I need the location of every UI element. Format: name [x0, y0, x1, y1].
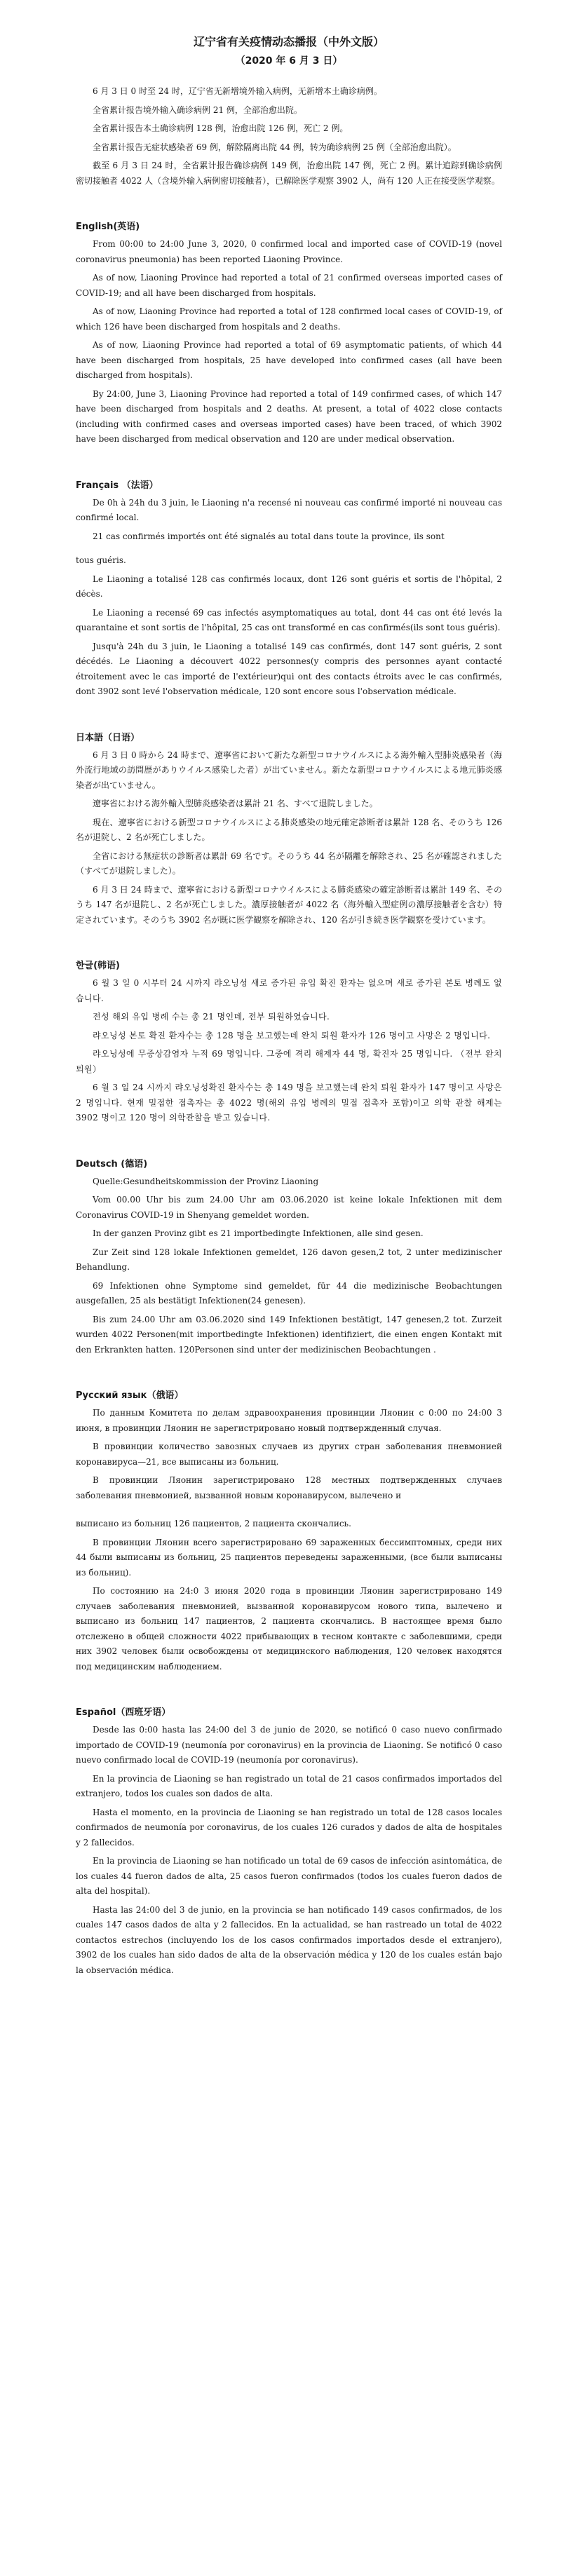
document-title: 辽宁省有关疫情动态播报（中外文版） — [193, 35, 384, 48]
section-heading: English(英语) — [76, 222, 140, 232]
spacer — [76, 548, 502, 553]
paragraph: В провинции Ляонин зарегистрировано 128 местных подтвержденных случаев заболевания пневмонией, вызванной новым коронавирусом, вылечено и — [76, 1475, 502, 1500]
paragraph: 랴오닝성에 무증상감염자 누적 69 명입니다. 그중에 격리 해제자 44 명, 확진자 25 명입니다. （전부 완치퇴원） — [76, 1049, 502, 1074]
section-english — [76, 220, 502, 447]
paragraph: 截至 6 月 3 日 24 时，全省累计报告确诊病例 149 例，治愈出院 147 例，死亡 2 例。累计追踪到确诊病例密切接触者 4022 人（含境外输入病例密切接触者），已解除医学观察 3902 人，尚有 120 人正在接受医学观察。 — [76, 161, 502, 186]
paragraph: In der ganzen Provinz gibt es 21 importbedingte Infektionen, alle sind gesen. — [93, 1228, 424, 1238]
paragraph: Jusqu'à 24h du 3 juin, le Liaoning a totalisé 149 cas confirmés, dont 147 sont guéris, 2 sont décédés. Le Liaoning a découvert 4022 personnes(y compris des personnes ayant contacté étroitement avec le cas importé de l'extérieur)qui ont des contacts étroits avec le cas confirmés, dont 3902 sont levé l'observation médicale, 120 sont encore sous l'observation médicale. — [76, 641, 502, 696]
section-french — [76, 479, 502, 700]
paragraph: De 0h à 24h du 3 juin, le Liaoning n'a recensé ni nouveau cas confirmé importé ni nouveau cas confirmé local. — [76, 497, 502, 522]
paragraph: Hasta el momento, en la provincia de Liaoning se han registrado un total de 128 casos locales confirmados de neumonía por coronavirus, de los cuales 126 curados y dados de alta de hospitales y 2 fallecidos. — [76, 1807, 502, 1848]
paragraph: Hasta las 24:00 del 3 de junio, en la provincia se han notificado 149 casos confirmados, de los cuales 147 casos dados de alta y 2 fallecidos. En la actualidad, se han rastreado un total de 4022 contactos estrechos (incluyendo los de los casos confirmados importados desde el extranjero), 3902 de los cuales han sido dados de alta de la observación médica y 120 de los cuales están bajo la observación médica. — [76, 1904, 502, 1975]
paragraph: En la provincia de Liaoning se han notificado un total de 69 casos de infección asintomática, de los cuales 44 fueron dados de alta, 25 casos fueron confirmados (todos los cuales fueron dados de alta del hospital). — [76, 1856, 502, 1896]
paragraph: 6 월 3 일 24 시까지 랴오닝성확진 환자수는 총 149 명을 보고했는데 완치 퇴원 환자가 147 명이고 사망은 2 명입니다. 현재 밀접한 접촉자는 총 4022 명(해외 유입 병례의 밀접 접촉자 포함)이고 의학 관찰 해제는 3902 명이고 120 명이 의학관찰을 받고 있습니다. — [76, 1083, 502, 1123]
paragraph: В провинции количество завозных случаев из других стран заболевания пневмонией коронавируса—21, все выписаны из больниц. — [76, 1442, 502, 1467]
spacer — [76, 1507, 502, 1517]
paragraph: Vom 00.00 Uhr bis zum 24.00 Uhr am 03.06.2020 ist keine lokale Infektionen mit dem Coronavirus COVID-19 in Shenyang gemeldet worden. — [76, 1195, 502, 1220]
section-german — [76, 1158, 502, 1358]
paragraph: 全省累计报告无症状感染者 69 例，解除隔离出院 44 例，转为确诊病例 25 例（全部治愈出院）。 — [93, 142, 457, 152]
spacer — [76, 1130, 502, 1158]
paragraph: 6 月 3 日 24 時まで、遼寧省における新型コロナウイルスによる肺炎感染の確定診断者は累計 149 名、そのうち 147 名が退院し、2 名が死亡しました。濃厚接触者が 4022 名（海外輸入型症例の濃厚接触者を含む）特定されています。そのうち 3902 名が既に医学観察を解除され、120 名が引き続き医学観察を受けています。 — [76, 884, 502, 925]
paragraph: By 24:00, June 3, Liaoning Province had reported a total of 149 confirmed cases, of which 147 have been discharged from hospitals and 2 deaths. At present, a total of 4022 close contacts (including with confirmed cases and overseas imported cases) have been traced, of which 3902 have been discharged from medical observation and 120 are under medical observation. — [76, 388, 502, 444]
paragraph: As of now, Liaoning Province had reported a total of 21 confirmed overseas imported cases of COVID-19; and all have been discharged from hospitals. — [76, 273, 502, 298]
paragraph: По состоянию на 24:0 3 июня 2020 года в провинции Ляонин зарегистрировано 149 случаев заболевания пневмонией, вызванной коронавирусом нового типа, вылечено и выписано из больниц 147 пациентов, 2 пациента скончались. В настоящее время было отслежено в общей сложности 4022 прибывающих в тесном контакте с заболевшими, среди них 3902 человек были освобождены от медицинского наблюдения, 120 человек находятся под медицинским наблюдением. — [76, 1586, 502, 1672]
spacer — [76, 451, 502, 479]
paragraph: В провинции Ляонин всего зарегистрировано 69 зараженных бессимптомных, среди них 44 были выписаны из больниц, 25 пациентов переведены зараженными, (все были выписаны из больниц). — [76, 1537, 502, 1578]
section-heading: 日本語（日语） — [76, 732, 140, 743]
paragraph: Zur Zeit sind 128 lokale Infektionen gemeldet, 126 davon gesen,2 tot, 2 unter medizinischer Behandlung. — [76, 1247, 502, 1272]
paragraph: 現在、遼寧省における新型コロナウイルスによる肺炎感染の地元確定診断者は累計 128 名、そのうち 126 名が退院し、2 名が死亡しました。 — [76, 817, 502, 842]
paragraph: Le Liaoning a totalisé 128 cas confirmés locaux, dont 126 sont guéris et sortis de l'hôpital, 2 décès. — [76, 574, 502, 599]
paragraph: 69 Infektionen ohne Symptome sind gemeldet, für 44 die medizinische Beobachtungen ausgefallen, 25 als bestätigt Infektionen(24 genesen). — [76, 1280, 502, 1306]
paragraph: 6 月 3 日 0 時から 24 時まで、遼寧省において新たな新型コロナウイルスによる海外輸入型肺炎感染者（海外流行地域の訪問歴がありウイルス感染した者）が出ていません。新たな新型コロナウイルスによる地元肺炎感染者が出ていません。 — [76, 750, 502, 790]
spacer — [76, 1361, 502, 1389]
section-korean — [76, 959, 502, 1126]
document-date: （2020 年 6 月 3 日） — [235, 55, 343, 67]
section-heading: Español（西班牙语） — [76, 1707, 171, 1718]
paragraph: 全省累计报告本土确诊病例 128 例，治愈出院 126 例，死亡 2 例。 — [93, 123, 349, 133]
paragraph: Quelle:Gesundheitskommission der Provinz Liaoning — [93, 1176, 319, 1186]
paragraph: 랴오닝성 본토 확진 환자수는 총 128 명을 보고했는데 완치 퇴원 환자가 126 명이고 사망은 2 명입니다. — [93, 1030, 491, 1040]
section-heading: Русский язык（俄语） — [76, 1390, 184, 1401]
paragraph: По данным Комитета по делам здравоохранения провинции Ляонин с 0:00 по 24:00 3 июня, в провинции Ляонин не зарегистрировано новый подтвержденный случая. — [76, 1408, 502, 1433]
paragraph: From 00:00 to 24:00 June 3, 2020, 0 confirmed local and imported case of COVID-19 (novel coronavirus pneumonia) has been reported Liaoning Province. — [76, 239, 502, 264]
section-heading: Français （法语） — [76, 480, 158, 491]
paragraph: 遼寧省における海外輸入型肺炎感染者は累計 21 名、すべて退院しました。 — [93, 799, 378, 808]
paragraph: As of now, Liaoning Province had reported a total of 69 asymptomatic patients, of which 44 have been discharged from hospitals, 25 have developed into confirmed cases (all have been discharged from hospitals). — [76, 340, 502, 380]
paragraph: tous guéris. — [76, 555, 126, 565]
paragraph: 全省累计报告境外输入确诊病例 21 例，全部治愈出院。 — [93, 104, 302, 115]
section-heading: 한글(韩语) — [76, 961, 120, 971]
document-header — [76, 34, 502, 69]
spacer — [76, 931, 502, 959]
spacer — [76, 192, 502, 220]
section-russian — [76, 1389, 502, 1674]
paragraph: Desde las 0:00 hasta las 24:00 del 3 de junio de 2020, se notificó 0 caso nuevo confirmado importado de COVID-19 (neumonía por coronavirus) en la provincia de Liaoning. Se notificó 0 caso nuevo confirmado local de COVID-19 (neumonía por coronavirus). — [76, 1725, 502, 1765]
paragraph: 21 cas confirmés importés ont été signalés au total dans toute la province, ils sont — [93, 531, 445, 541]
spacer — [76, 1678, 502, 1706]
paragraph: Le Liaoning a recensé 69 cas infectés asymptomatiques au total, dont 44 cas ont été levés la quarantaine et sont sortis de l'hôpital, 25 cas ont transformé en cas confirmés(ils sont tous guéris). — [76, 607, 502, 632]
paragraph: выписано из больниц 126 пациентов, 2 пациента скончались. — [76, 1519, 351, 1528]
spacer — [76, 703, 502, 731]
paragraph: 6 月 3 日 0 时至 24 时，辽宁省无新增境外输入病例，无新增本土确诊病例。 — [93, 86, 382, 96]
section-spanish — [76, 1706, 502, 1978]
section-chinese — [76, 84, 502, 189]
section-heading: Deutsch (德语) — [76, 1158, 148, 1170]
section-japanese — [76, 731, 502, 928]
paragraph: 전성 해외 유입 병례 수는 총 21 명인데, 전부 퇴원하였습니다. — [93, 1012, 330, 1022]
paragraph: As of now, Liaoning Province had reported a total of 128 confirmed local cases of COVID-19, of which 126 have been discharged from hospitals and 2 deaths. — [76, 306, 502, 332]
paragraph: 6 월 3 일 0 시부터 24 시까지 랴오닝성 새로 증가된 유입 확진 환자는 없으며 새로 증가된 본토 병례도 없습니다. — [76, 978, 502, 1003]
paragraph: 全省における無症状の診断者は累計 69 名です。そのうち 44 名が隔離を解除され、25 名が確認されました（すべてが退院しました）。 — [76, 850, 502, 876]
paragraph: En la provincia de Liaoning se han registrado un total de 21 casos confirmados importados del extranjero, todos los cuales son dados de alta. — [76, 1773, 502, 1798]
paragraph: Bis zum 24.00 Uhr am 03.06.2020 sind 149 Infektionen bestätigt, 147 genesen,2 tot. Zurzeit wurden 4022 Personen(mit importbedingte Infektionen) identifiziert, die einen engen Kontakt mit den Erkrankten hatten. 120Personen sind unter der medizinischen Beobachtungen . — [76, 1314, 502, 1355]
